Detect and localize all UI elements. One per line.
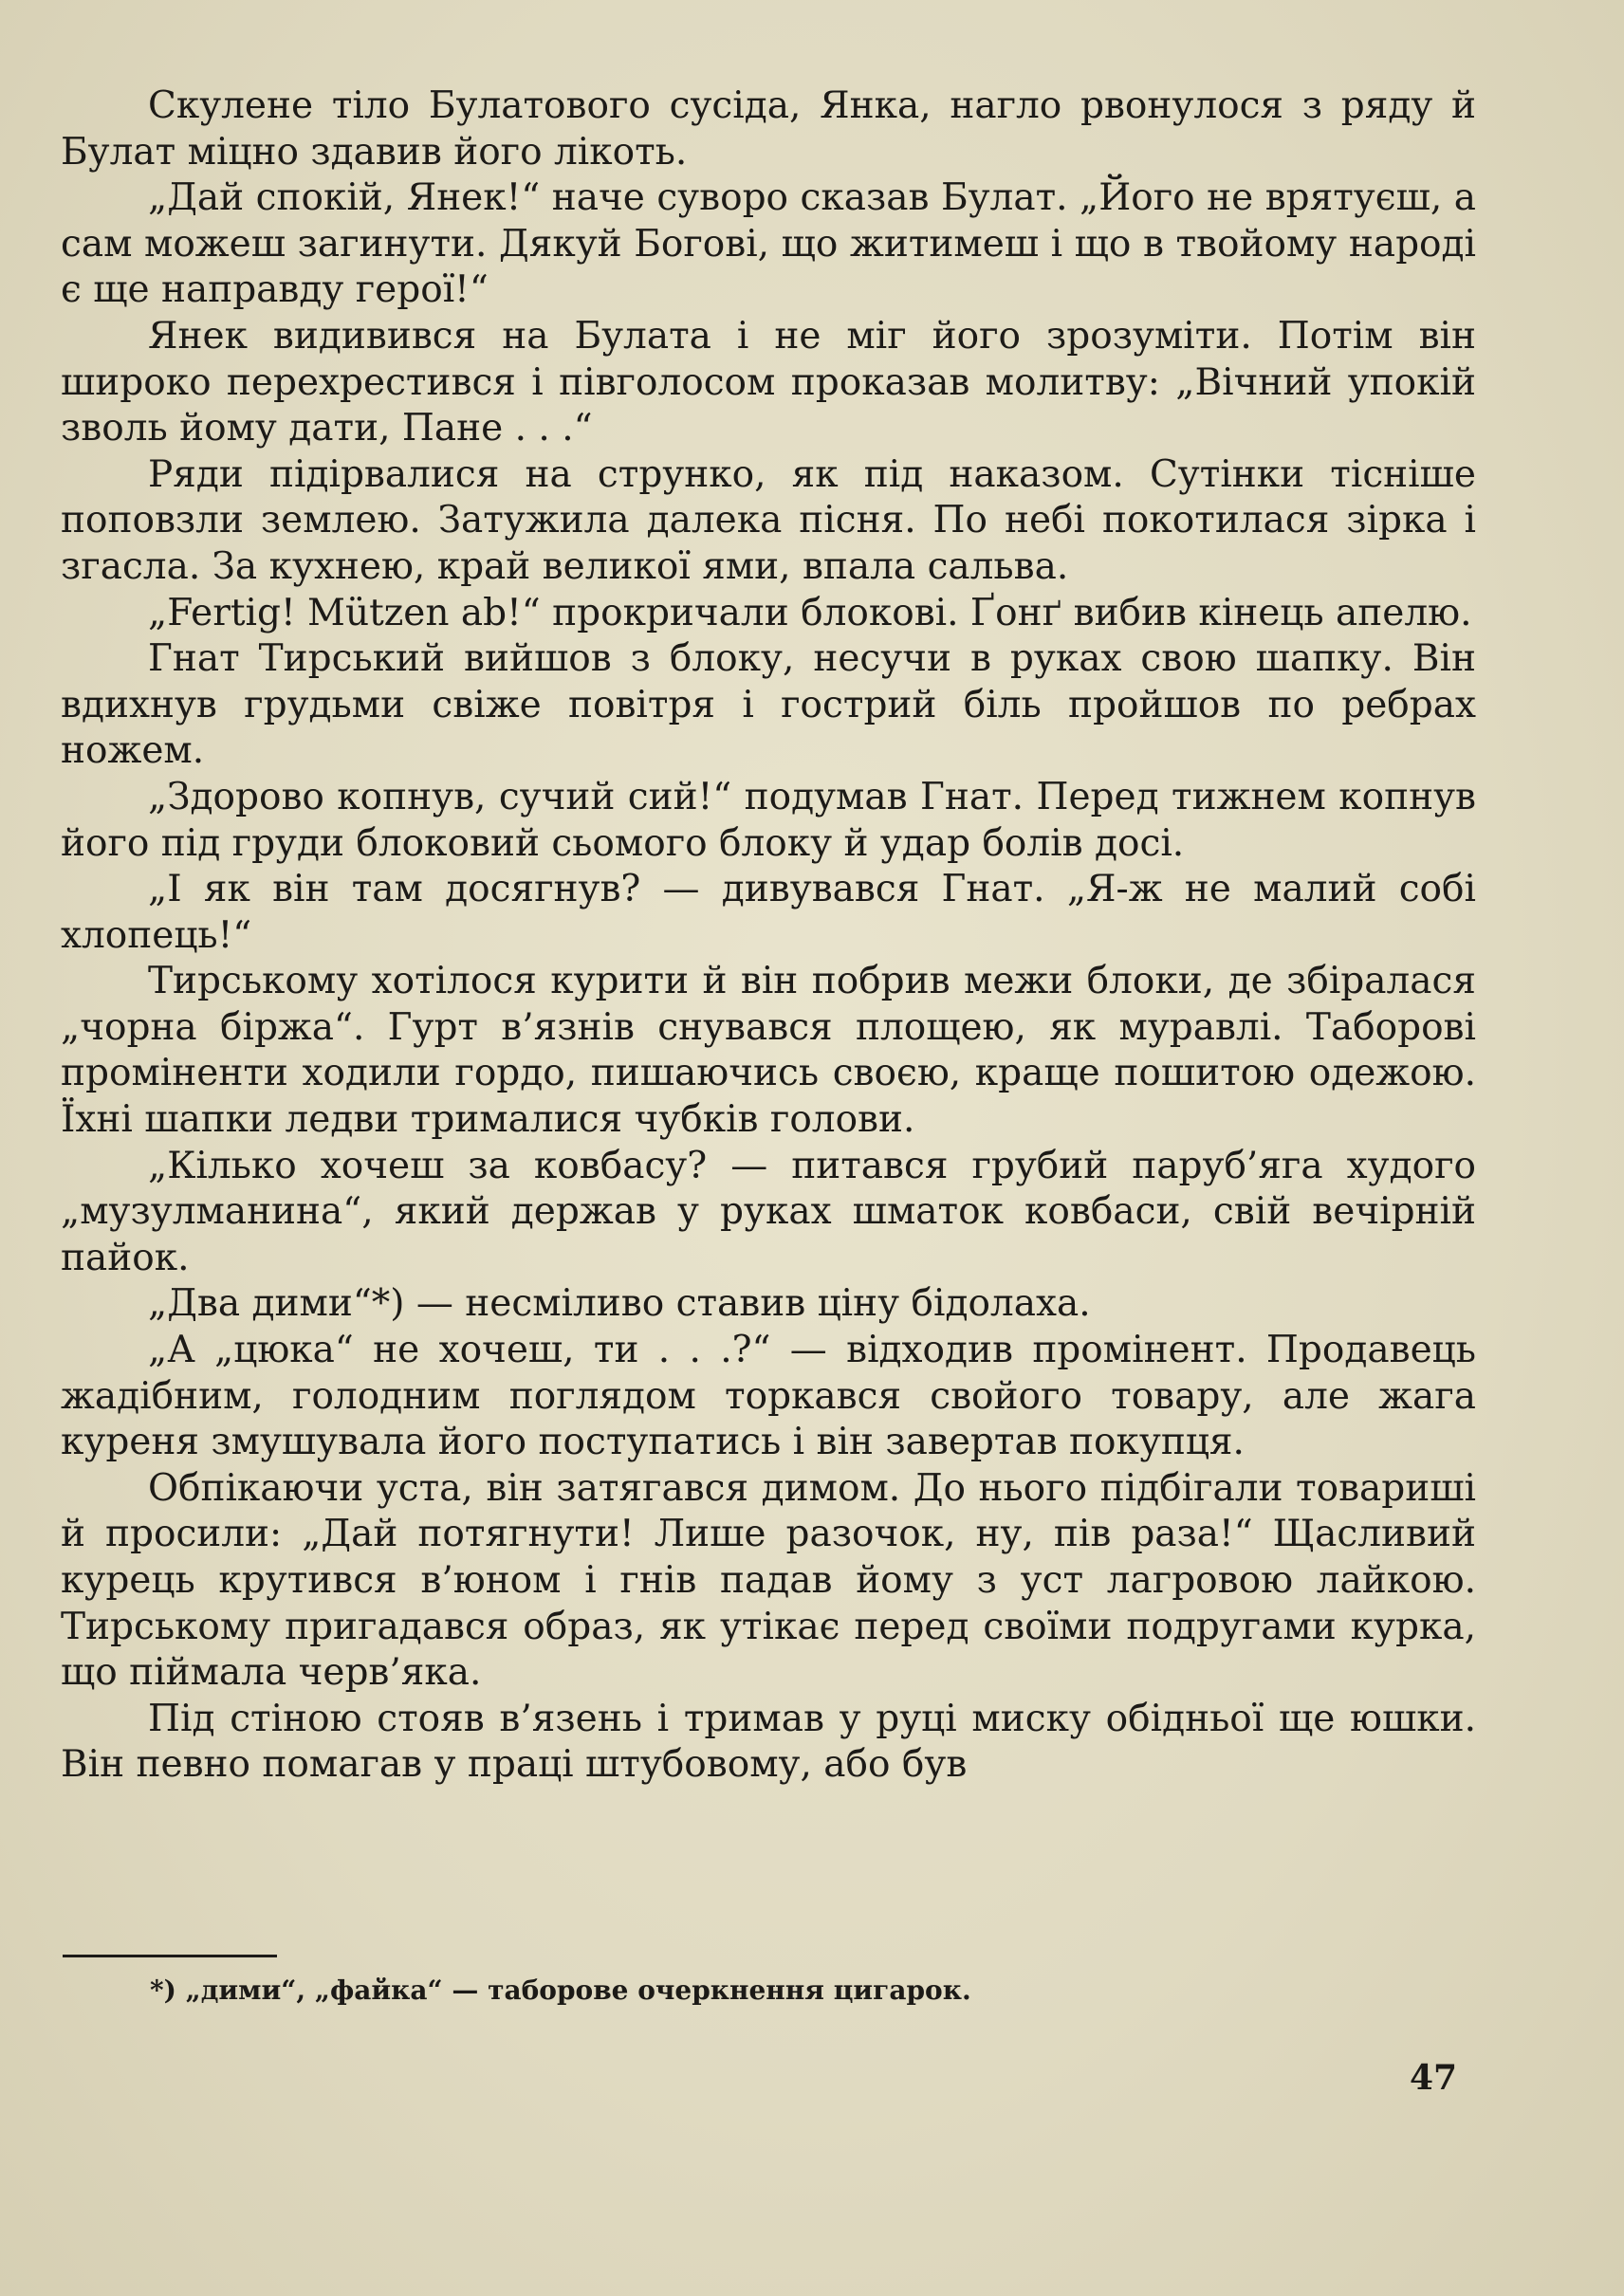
paragraph: Гнат Тирський вийшов з блоку, несучи в руках свою шапку. Він вдихнув грудьми свіже повітря і гострий біль пройшов по ребрах ножем.: [61, 637, 1476, 773]
paragraph: „Кілько хочеш за ковбасу? — питався грубий паруб’яга худого „музулманина“, який держав у руках шматок ковбаси, свій вечірній пайок.: [61, 1144, 1476, 1279]
footnote: *) „дими“, „файка“ — таборове очеркнення цигарок.: [150, 1975, 971, 2006]
paragraph: „І як він там досягнув? — дивувався Гнат. „Я-ж не малий собі хлопець!“: [61, 868, 1476, 957]
paragraph: Обпікаючи уста, він затягався димом. До нього підбігали товариші й просили: „Дай потягнути! Лише разочок, ну, пів раза!“ Щасливий курець крутився в’юном і гнів падав йому з уст лагровою лайкою. Тирському пригадався образ, як утікає перед своїми подругами курка, що піймала черв’яка.: [61, 1466, 1476, 1695]
paragraph: „Дай спокій, Янек!“ наче суворо сказав Булат. „Його не врятуєш, а сам можеш загинути. Дякуй Богові, що житимеш і що в твойому народі є ще направду герої!“: [61, 176, 1476, 312]
paragraph: „Здорово копнув, сучий сий!“ подумав Гнат. Перед тижнем копнув його під груди блоковий сьомого блоку й удар болів досі.: [61, 775, 1476, 865]
paragraph: „А „цюка“ не хочеш, ти . . .?“ — відходив промінент. Продавець жадібним, голодним поглядом торкався свойого товару, але жага куреня змушувала його поступатись і він завертав покупця.: [61, 1329, 1476, 1464]
body-text: [61, 83, 1476, 1789]
paragraph: Під стіною стояв в’язень і тримав у руці миску обідньої ще юшки. Він певно помагав у праці штубовому, або був: [61, 1697, 1476, 1787]
paragraph: „Fertig! Mützen ab!“ прокричали блокові. Ґонґ вибив кінець апелю.: [148, 591, 1472, 634]
paragraph: „Два дими“*) — несміливо ставив ціну бідолаха.: [148, 1282, 1091, 1326]
paragraph: Тирському хотілося курити й він побрив межи блоки, де збіралася „чорна біржа“. Гурт в’язнів снувався площею, як муравлі. Таборові проміненти ходили гордо, пишаючись своєю, краще пошитою одежою. Їхні шапки ледви трималися чубків голови.: [61, 960, 1476, 1142]
paragraph: Янек видивився на Булата і не міг його зрозуміти. Потім він широко перехрестився і півголосом проказав молитву: „Вічний упокій зволь йому дати, Пане . . .“: [61, 314, 1476, 450]
footnote-divider: [63, 1955, 277, 1957]
paragraph: Ряди підірвалися на струнко, як під наказом. Сутінки тісніше поповзли землею. Затужила далека пісня. По небі покотилася зірка і згасла. За кухнею, край великої ями, впала сальва.: [61, 452, 1476, 588]
page-number: 47: [1410, 2058, 1458, 2098]
paragraph: Скулене тіло Булатового сусіда, Янка, нагло рвонулося з ряду й Булат міцно здавив його лікоть.: [61, 84, 1476, 174]
